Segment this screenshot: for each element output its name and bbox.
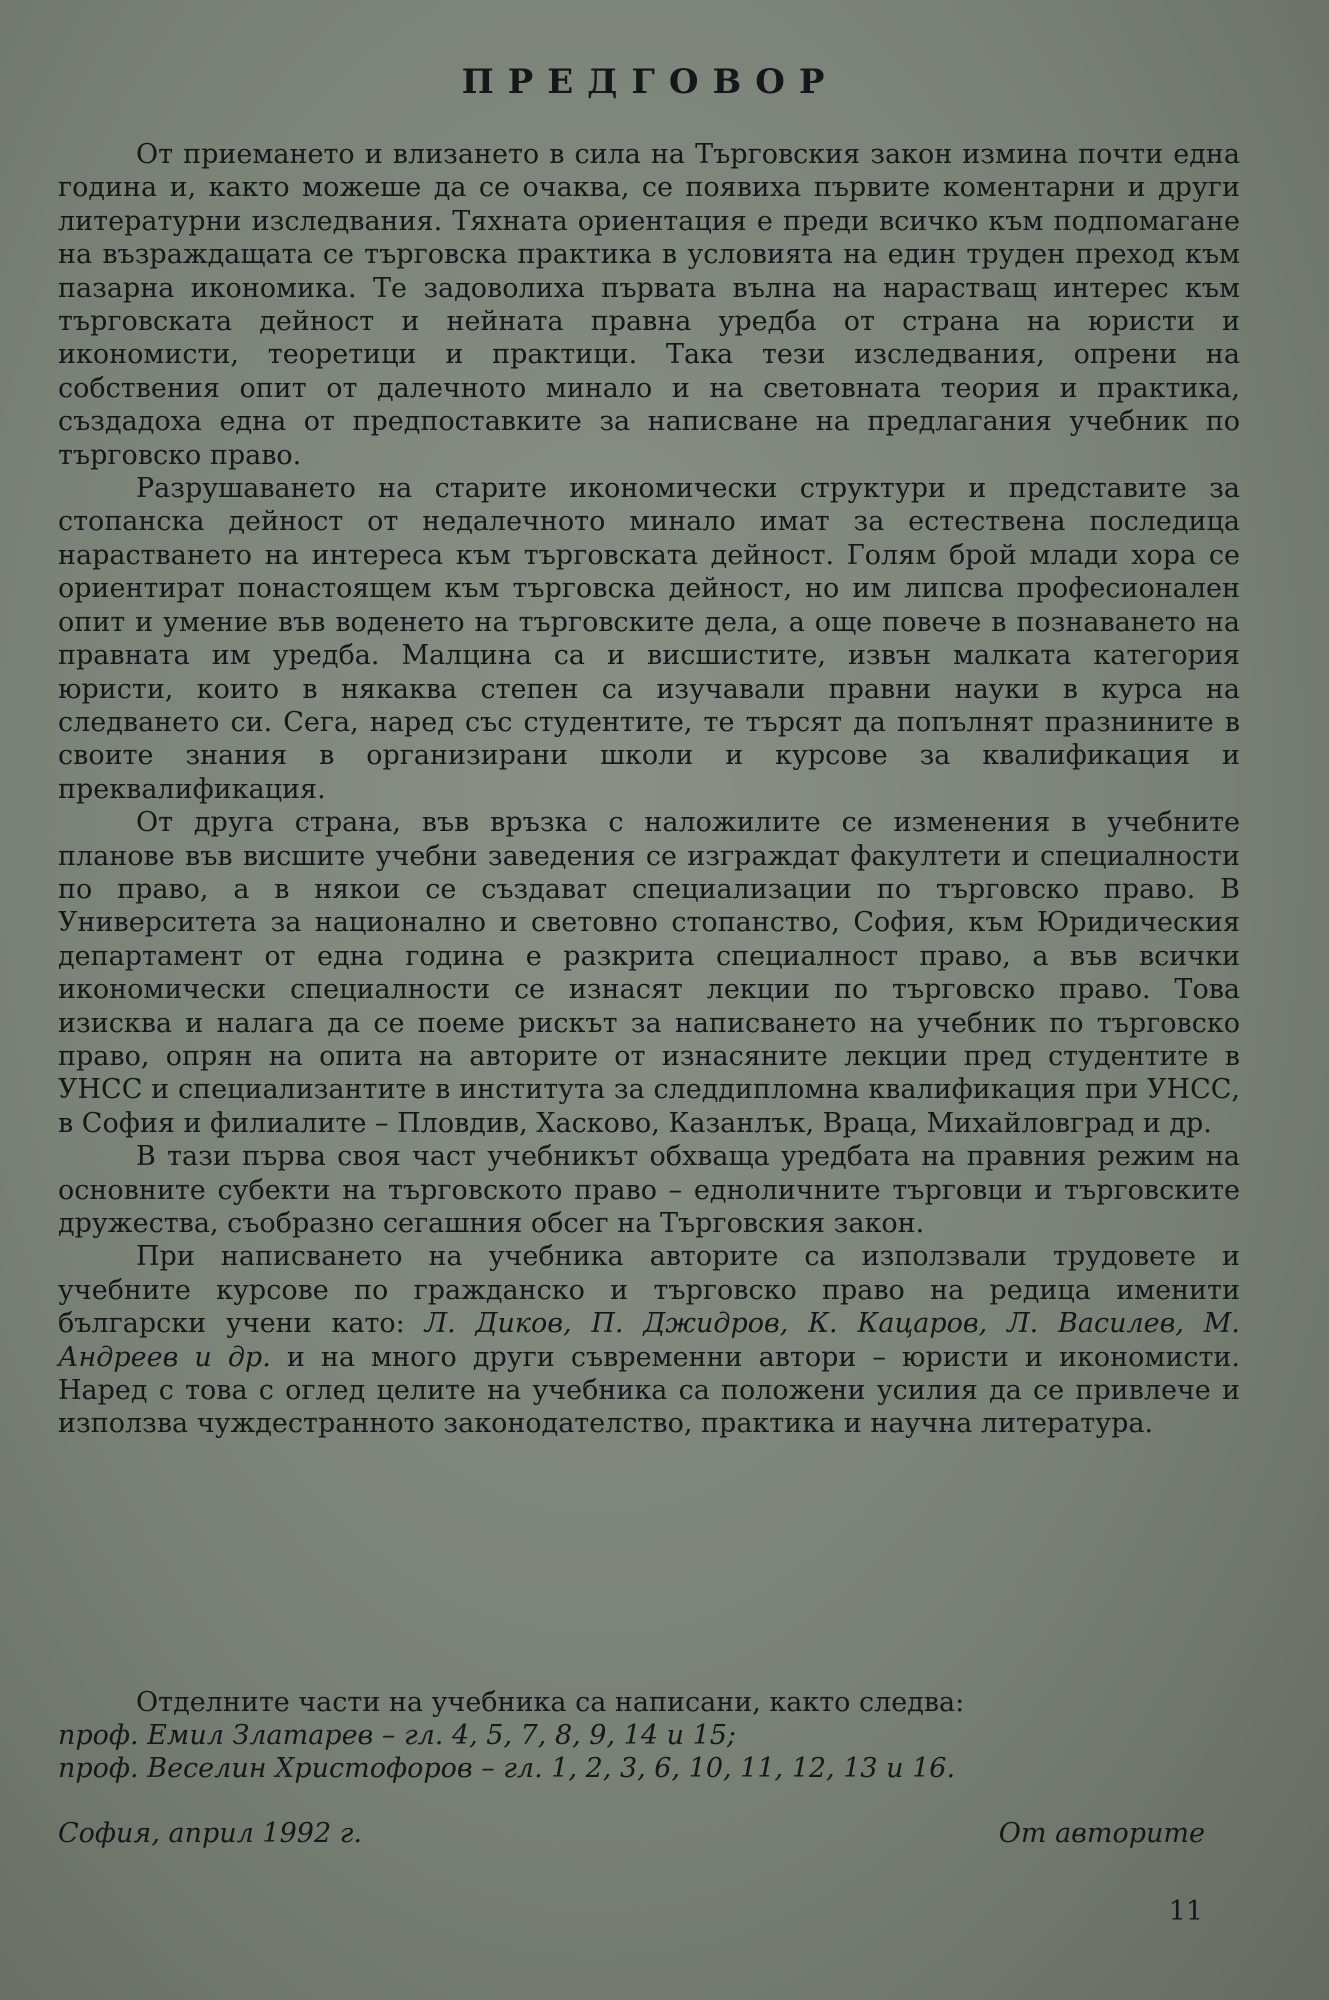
page-number: 11: [1168, 1896, 1203, 1927]
author-credit-hristoforov: проф. Веселин Христофоров – гл. 1, 2, 3, 6, 10, 11, 12, 13 и 16.: [58, 1753, 956, 1784]
signature-authors: От авторите: [998, 1818, 1205, 1849]
authorship-intro: Отделните части на учебника са написани, както следва:: [136, 1687, 965, 1718]
page-title: ПРЕДГОВОР: [461, 62, 839, 102]
author-credit-zlatarev: проф. Емил Златарев – гл. 4, 5, 7, 8, 9, 14 и 15;: [58, 1720, 737, 1751]
paragraph-3: От друга страна, във връзка с наложилите се изменения в учебните планове във висшите учебни заведения се изграждат факултети и специалности по право, а в някои се създават специализации по търговско право. В Университета за национално и световно стопанство, София, към Юридическия департамент от една година е разкрита специалност право, а във всички икономически специалности се изнасят лекции по търговско право. Това изисква и налага да се поеме рискът за написването на учебник по търговско право, опрян на опита на авторите от изнасяните лекции пред студентите в УНСС и специализантите в института за следдипломна квалификация при УНСС, в София и филиалите – Пловдив, Хасково, Казанлък, Враца, Михайловград и др.: [58, 807, 1240, 1139]
paragraph-5-tail: и на много други съвременни автори – юристи и икономисти. Наред с това с оглед целите на учебника са положени усилия да се привлече и използва чуждестранното законодателство, практика и научна литература.: [58, 1341, 1240, 1440]
paragraph-4: В тази първа своя част учебникът обхваща уредбата на правния режим на основните субекти на търговското право – едноличните търговци и търговските дружества, съобразно сегашния обсег на Търговския закон.: [58, 1141, 1240, 1239]
paragraph-5-lead: При написването на учебника авторите са използвали трудовете и учебните курсове по гражданско и търговско право на редица именити български учени като:: [58, 1241, 1240, 1340]
scholar-names: Л. Диков, П. Джидров, К. Кацаров, Л. Василев, М. Андреев и др.: [58, 1308, 1240, 1373]
authorship-block: [58, 1686, 1240, 1785]
place-date: София, април 1992 г.: [58, 1818, 362, 1849]
paragraph-2: Разрушаването на старите икономически структури и представите за стопанска дейност от недалечното минало имат за естествена последица нарастването на интереса към търговската дейност. Голям брой млади хора се ориентират понастоящем към търговска дейност, но им липсва професионален опит и умение във воденето на търговските дела, а още повече в познаването на правната им уредба. Малцина са и висшистите, извън малката категория юристи, които в някаква степен са изучавали правни науки в курса на следването си. Сега, наред със студентите, те търсят да попълнят празнините в своите знания в организирани школи и курсове за квалификация и преквалификация.: [58, 473, 1240, 805]
paragraph-5: [58, 1240, 1240, 1440]
paragraph-1: От приемането и влизането в сила на Търговския закон измина почти една година и, както можеше да се очаква, се появиха първите коментарни и други литературни изследвания. Тяхната ориентация е преди всичко към подпомагане на възраждащата се търговска практика в условията на един труден преход към пазарна икономика. Те задоволиха първата вълна на нарастващ интерес към търговската дейност и нейната правна уредба от страна на юристи и икономисти, теоретици и практици. Така тези изследвания, опрени на собствения опит от далечното минало и на световната теория и практика, създадоха една от предпоставките за написване на предлагания учебник по търговско право.: [58, 139, 1240, 471]
preface-body: [58, 138, 1240, 1441]
